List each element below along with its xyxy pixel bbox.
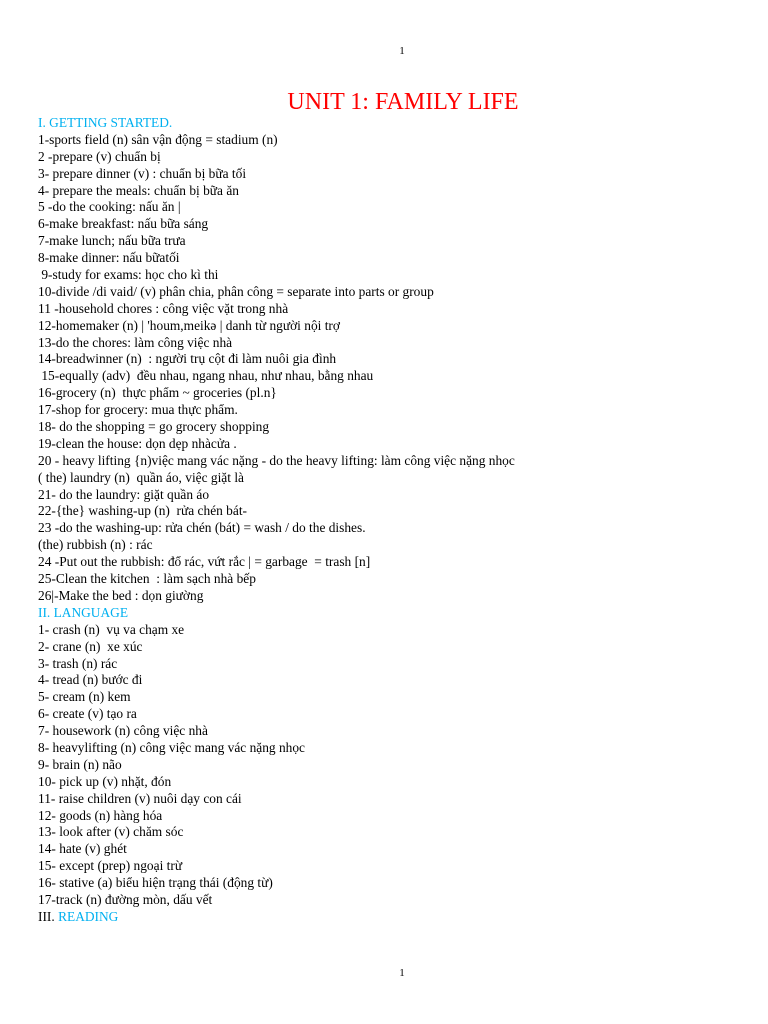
vocabulary-line: 16- stative (a) biểu hiện trạng thái (động từ) xyxy=(38,875,273,891)
vocabulary-line: 13-do the chores: làm công việc nhà xyxy=(38,334,233,350)
vocabulary-line: 23 -do the washing-up: rửa chén (bát) = wash / do the dishes. xyxy=(38,520,366,536)
vocabulary-line: 7-make lunch; nấu bữa trưa xyxy=(38,233,186,249)
vocabulary-line: 17-track (n) đường mòn, dấu vết xyxy=(38,891,213,907)
vocabulary-line: 21- do the laundry: giặt quần áo xyxy=(38,486,210,502)
vocabulary-line: 4- tread (n) bước đi xyxy=(38,672,143,688)
vocabulary-line: 20 - heavy lifting {n)việc mang vác nặng - do the heavy lifting: làm công việc nặng nhọc xyxy=(38,452,515,468)
section-heading-label: READING xyxy=(58,908,119,924)
vocabulary-line: 5 -do the cooking: nấu ăn | xyxy=(38,199,181,215)
vocabulary-line: (the) rubbish (n) : rác xyxy=(38,537,153,553)
vocabulary-line: 3- trash (n) rác xyxy=(38,655,118,671)
vocabulary-line: 26|-Make the bed : dọn giường xyxy=(38,587,204,603)
vocabulary-line: 1- crash (n) vụ va chạm xe xyxy=(38,621,185,637)
vocabulary-line: 17-shop for grocery: mua thực phẩm. xyxy=(38,402,238,418)
vocabulary-line: 25-Clean the kitchen : làm sạch nhà bếp xyxy=(38,571,256,587)
vocabulary-line: 22-{the} washing-up (n) rửa chén bát- xyxy=(38,503,247,519)
vocabulary-line: 24 -Put out the rubbish: đổ rác, vứt rắc | = garbage = trash [n] xyxy=(38,554,371,570)
vocabulary-line: 9-study for exams: học cho kì thi xyxy=(38,267,219,283)
vocabulary-line: 2 -prepare (v) chuẩn bị xyxy=(38,148,161,164)
vocabulary-line: ( the) laundry (n) quần áo, việc giặt là xyxy=(38,469,244,485)
vocabulary-line: 9- brain (n) não xyxy=(38,756,122,772)
vocabulary-line: 5- cream (n) kem xyxy=(38,689,131,705)
vocabulary-line: 3- prepare dinner (v) : chuẩn bị bữa tối xyxy=(38,165,247,181)
vocabulary-line: 2- crane (n) xe xúc xyxy=(38,638,143,654)
vocabulary-line: 4- prepare the meals: chuẩn bị bữa ăn xyxy=(38,182,239,198)
section-heading xyxy=(38,909,758,926)
vocabulary-line: 1-sports field (n) sân vận động = stadium (n) xyxy=(38,131,278,147)
vocabulary-line: 12- goods (n) hàng hóa xyxy=(38,807,163,823)
vocabulary-line: 16-grocery (n) thực phẩm ~ groceries (pl.n} xyxy=(38,385,277,401)
vocabulary-line: 19-clean the house: dọn dẹp nhàcửa . xyxy=(38,435,237,451)
vocabulary-line: 8- heavylifting (n) công việc mang vác nặng nhọc xyxy=(38,739,305,755)
vocabulary-line: 15- except (prep) ngoại trừ xyxy=(38,858,183,874)
vocabulary-line: 14- hate (v) ghét xyxy=(38,841,127,857)
vocabulary-line: 10-divide /di vaid/ (v) phân chia, phân công = separate into parts or group xyxy=(38,283,434,299)
section-number: III. xyxy=(38,908,59,924)
vocabulary-line: 6- create (v) tạo ra xyxy=(38,706,137,722)
vocabulary-line: 12-homemaker (n) | 'houm,meikə | danh từ người nội trợ xyxy=(38,317,340,333)
page-number-top: 1 xyxy=(399,45,405,57)
vocabulary-line: 11- raise children (v) nuôi dạy con cái xyxy=(38,790,242,806)
vocabulary-line: 14-breadwinner (n) : người trụ cột đi làm nuôi gia đình xyxy=(38,351,337,367)
page-number-bottom: 1 xyxy=(399,967,405,979)
vocabulary-line: 13- look after (v) chăm sóc xyxy=(38,824,184,840)
vocabulary-line: 6-make breakfast: nấu bữa sáng xyxy=(38,216,209,232)
section-heading: I. GETTING STARTED. xyxy=(38,115,173,130)
page-title: UNIT 1: FAMILY LIFE xyxy=(287,89,519,115)
vocabulary-line: 11 -household chores : công việc vặt trong nhà xyxy=(38,300,289,316)
section-heading: II. LANGUAGE xyxy=(38,604,128,620)
vocabulary-list xyxy=(38,115,758,926)
vocabulary-line: 10- pick up (v) nhặt, đón xyxy=(38,773,172,789)
vocabulary-line: 15-equally (adv) đều nhau, ngang nhau, như nhau, bằng nhau xyxy=(38,368,374,384)
vocabulary-line: 18- do the shopping = go grocery shopping xyxy=(38,419,270,435)
vocabulary-line: 7- housework (n) công việc nhà xyxy=(38,723,208,739)
vocabulary-line: 8-make dinner: nấu bữatối xyxy=(38,250,180,266)
